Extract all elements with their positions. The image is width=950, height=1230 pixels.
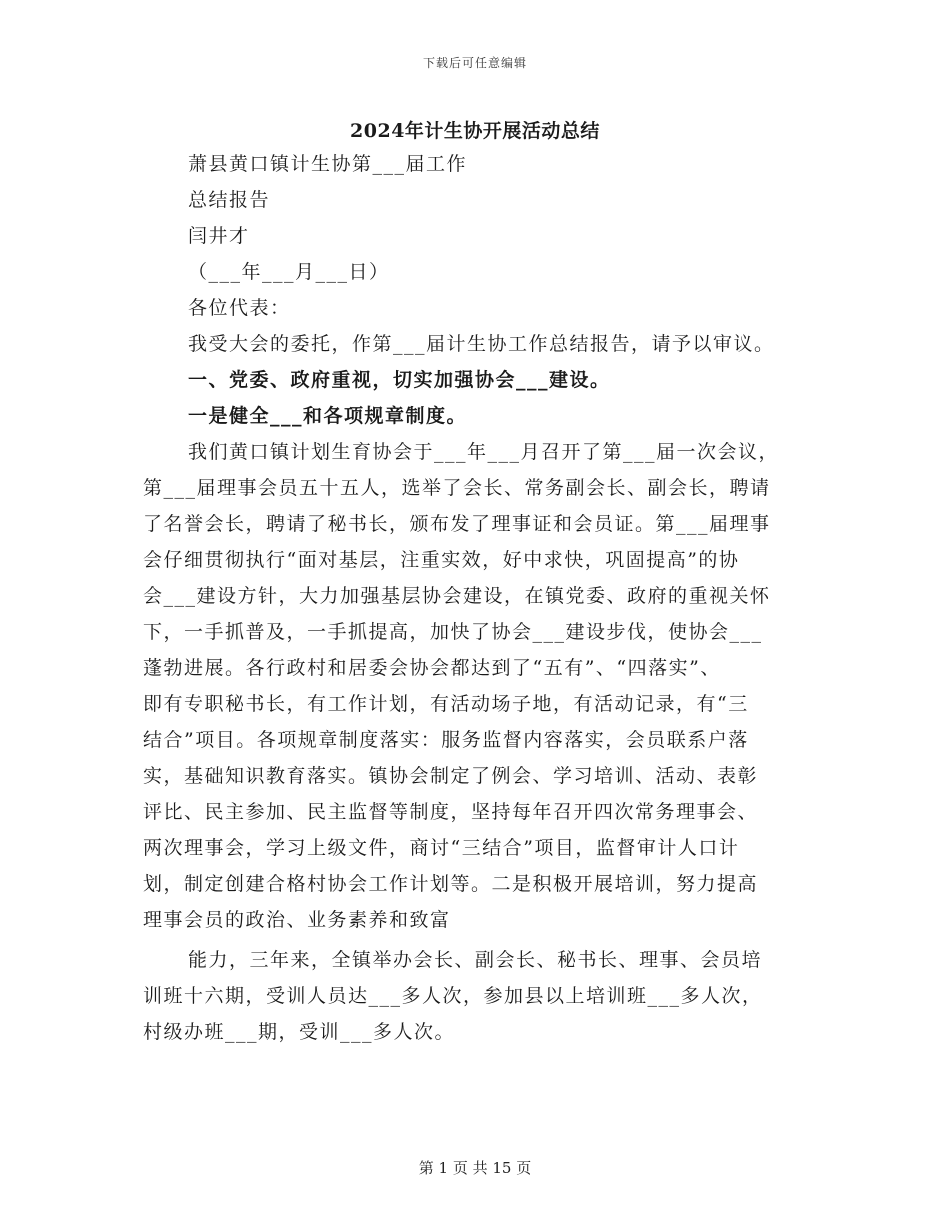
- body-line: 闫井才: [188, 225, 250, 247]
- paragraph-line: 理事会员的政治、业务素养和致富: [143, 909, 451, 931]
- paragraph-line: 我们黄口镇计划生育协会于___年___月召开了第___届一次会议，: [188, 441, 780, 463]
- body-line: 萧县黄口镇计生协第___届工作: [188, 153, 468, 175]
- section-heading: 一、党委、政府重视，切实加强协会___建设。: [188, 369, 611, 391]
- paragraph-2: [143, 942, 803, 1050]
- paragraph-1: [143, 434, 803, 938]
- paragraph-line: 第___届理事会员五十五人，选举了会长、常务副会长、副会长，聘请: [143, 477, 771, 499]
- paragraph-line: 评比、民主参加、民主监督等制度，坚持每年召开四次常务理事会、: [143, 801, 759, 823]
- paragraph-line: 划，制定创建合格村协会工作计划等。二是积极开展培训，努力提高: [143, 873, 759, 895]
- page-number: 第 1 页 共 15 页: [418, 1159, 532, 1177]
- paragraph-line: 能力，三年来，全镇举办会长、副会长、秘书长、理事、会员培: [188, 949, 763, 971]
- salutation: 各位代表：: [188, 297, 291, 319]
- body-line: 总结报告: [188, 189, 271, 211]
- paragraph-line: 村级办班___期，受训___多人次。: [143, 1021, 456, 1043]
- paragraph-line: 会仔细贯彻执行“面对基层，注重实效，好中求快，巩固提高”的协: [143, 549, 740, 571]
- paragraph-line: 实，基础知识教育落实。镇协会制定了例会、学习培训、活动、表彰: [143, 765, 759, 787]
- paragraph-line: 训班十六期，受训人员达___多人次，参加县以上培训班___多人次，: [143, 985, 763, 1007]
- paragraph-line: 会___建设方针，大力加强基层协会建设，在镇党委、政府的重视关怀: [143, 585, 771, 607]
- paragraph-line: 结合”项目。各项规章制度落实：服务监督内容落实，会员联系户落: [143, 729, 749, 751]
- paragraph-line: 即有专职秘书长，有工作计划，有活动场子地，有活动记录，有“三: [143, 693, 749, 715]
- date-line: （___年___月___日）: [188, 261, 390, 283]
- subsection-heading: 一是健全___和各项规章制度。: [188, 405, 468, 427]
- paragraph-line: 了名誉会长，聘请了秘书长，颁布发了理事证和会员证。第___届理事: [143, 513, 771, 535]
- paragraph-line: 两次理事会，学习上级文件，商讨“三结合”项目，监督审计人口计: [143, 837, 740, 859]
- paragraph-line: 下，一手抓普及，一手抓提高，加快了协会___建设步伐，使协会___: [143, 621, 763, 643]
- paragraph-line: 蓬勃进展。各行政村和居委会协会都达到了“五有”、“四落实”、: [143, 657, 721, 679]
- document-body: [143, 146, 803, 1050]
- body-line: 我受大会的委托，作第___届计生协工作总结报告，请予以审议。: [188, 333, 775, 355]
- document-title: 2024年计生协开展活动总结: [350, 120, 600, 142]
- header-note: 下载后可任意编辑: [422, 56, 527, 70]
